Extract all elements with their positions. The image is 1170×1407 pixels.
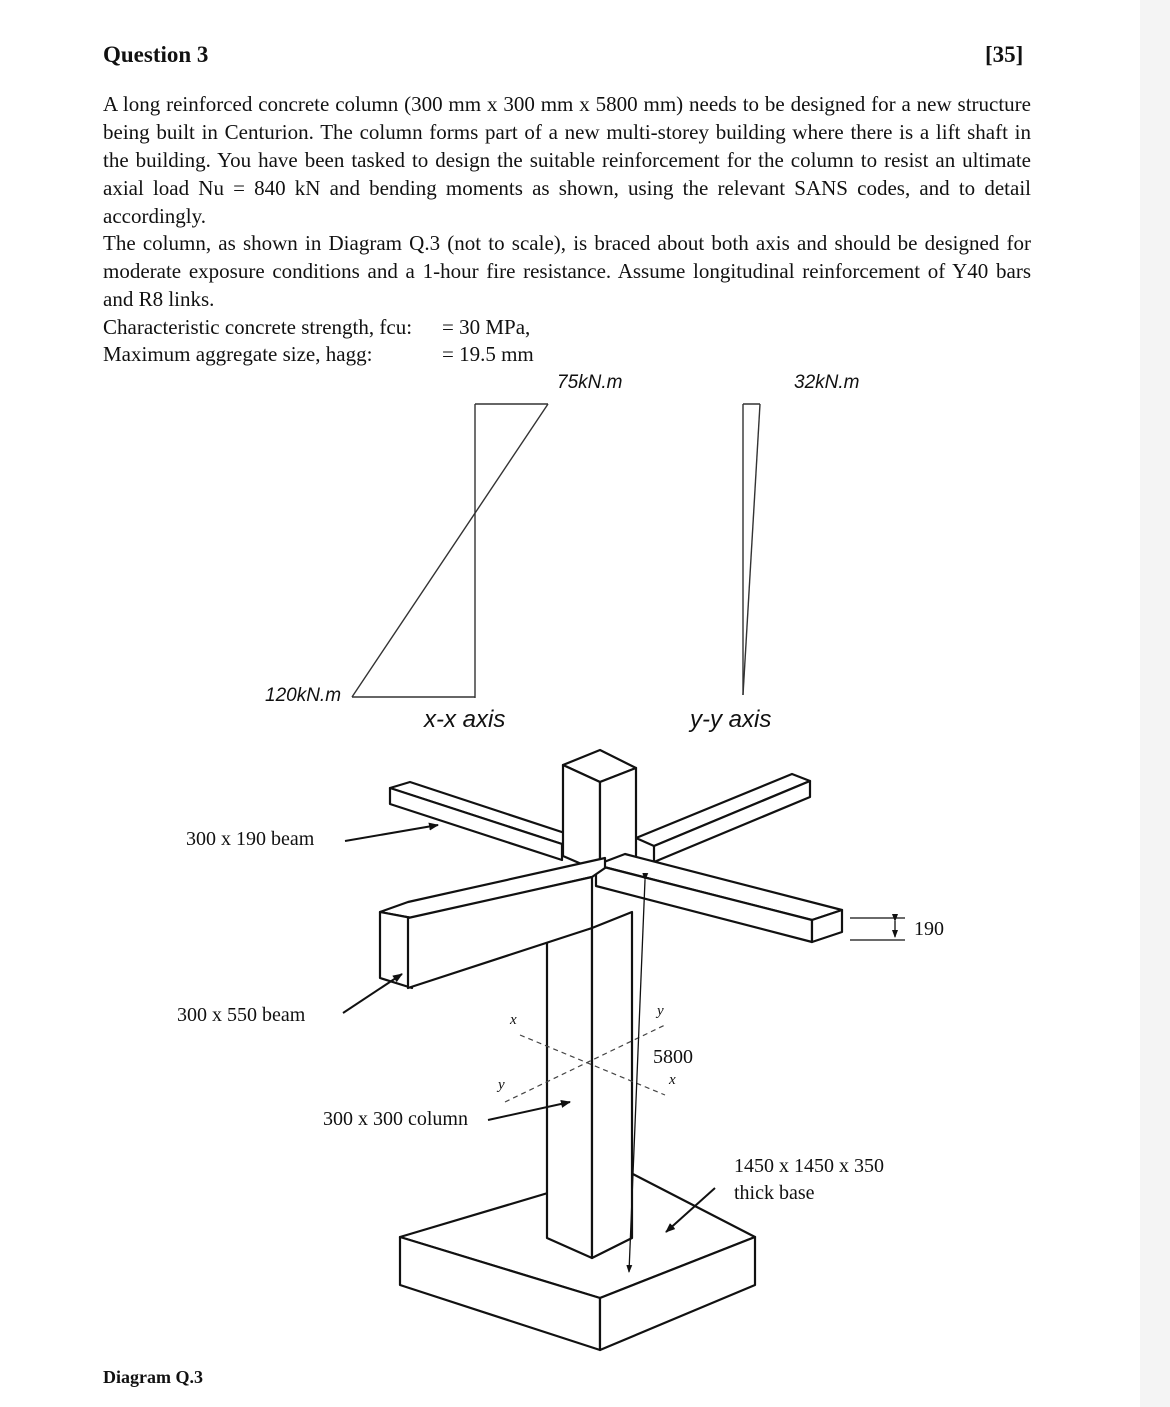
column-label: 300 x 300 column	[323, 1108, 468, 1130]
beam-300x190-back-left	[390, 782, 580, 860]
xx-axis-title: x-x axis	[424, 706, 506, 733]
yy-top-moment-label: 32kN.m	[794, 372, 860, 393]
axis-x-label-right: x	[669, 1072, 676, 1088]
yy-moment-gradient-line	[743, 404, 760, 695]
axis-x-label-left: x	[510, 1012, 517, 1028]
problem-paragraph-1: A long reinforced concrete column (300 mm x 300 mm x 5800 mm) needs to be designed for a new structure being built in Centurion. The column forms part of a new multi-storey building where there is a lift shaft in the building. You have been tasked to design the suitable reinforcement for the column to resist an ultimate axial load Nu = 840 kN and bending moments as shown, using the relevant SANS codes, and to detail accordingly.	[103, 92, 1031, 228]
structure-drawing	[380, 750, 842, 1350]
base-label-line2: thick base	[734, 1182, 815, 1204]
leader-beam-190	[345, 825, 438, 841]
beam-550-label: 300 x 550 beam	[177, 1004, 306, 1026]
property-value: = 19.5 mm	[442, 342, 534, 366]
moment-diagram-yy	[743, 404, 760, 695]
xx-moment-gradient-line	[352, 404, 548, 697]
beam-300x190-back-right	[636, 774, 810, 862]
diagram-caption: Diagram Q.3	[103, 1367, 203, 1387]
problem-paragraph-2: The column, as shown in Diagram Q.3 (not to scale), is braced about both axis and should be designed for moderate exposure conditions and a 1-hour fire resistance. Assume longitudinal reinforcement of Y40 bars and R8 links.	[103, 231, 1031, 311]
question-title: Question 3	[103, 42, 209, 67]
leader-beam-550	[343, 974, 402, 1013]
question-marks: [35]	[985, 42, 1024, 67]
axis-y-label-right: y	[657, 1003, 664, 1019]
beam-depth-label: 190	[914, 918, 944, 940]
axis-y-label-left: y	[498, 1077, 505, 1093]
beam-190-label: 300 x 190 beam	[186, 828, 315, 850]
property-name: Maximum aggregate size, hagg:	[103, 342, 373, 366]
xx-top-moment-label: 75kN.m	[557, 372, 623, 393]
xx-bottom-moment-label: 120kN.m	[265, 685, 342, 706]
property-value: = 30 MPa,	[442, 315, 531, 339]
property-name: Characteristic concrete strength, fcu:	[103, 315, 413, 339]
column-shaft	[547, 912, 632, 1258]
moment-diagram-xx	[352, 404, 548, 698]
beam-depth-dimension	[850, 918, 905, 940]
yy-axis-title: y-y axis	[690, 706, 772, 733]
base-label-line1: 1450 x 1450 x 350	[734, 1155, 884, 1177]
height-label: 5800	[653, 1046, 693, 1068]
